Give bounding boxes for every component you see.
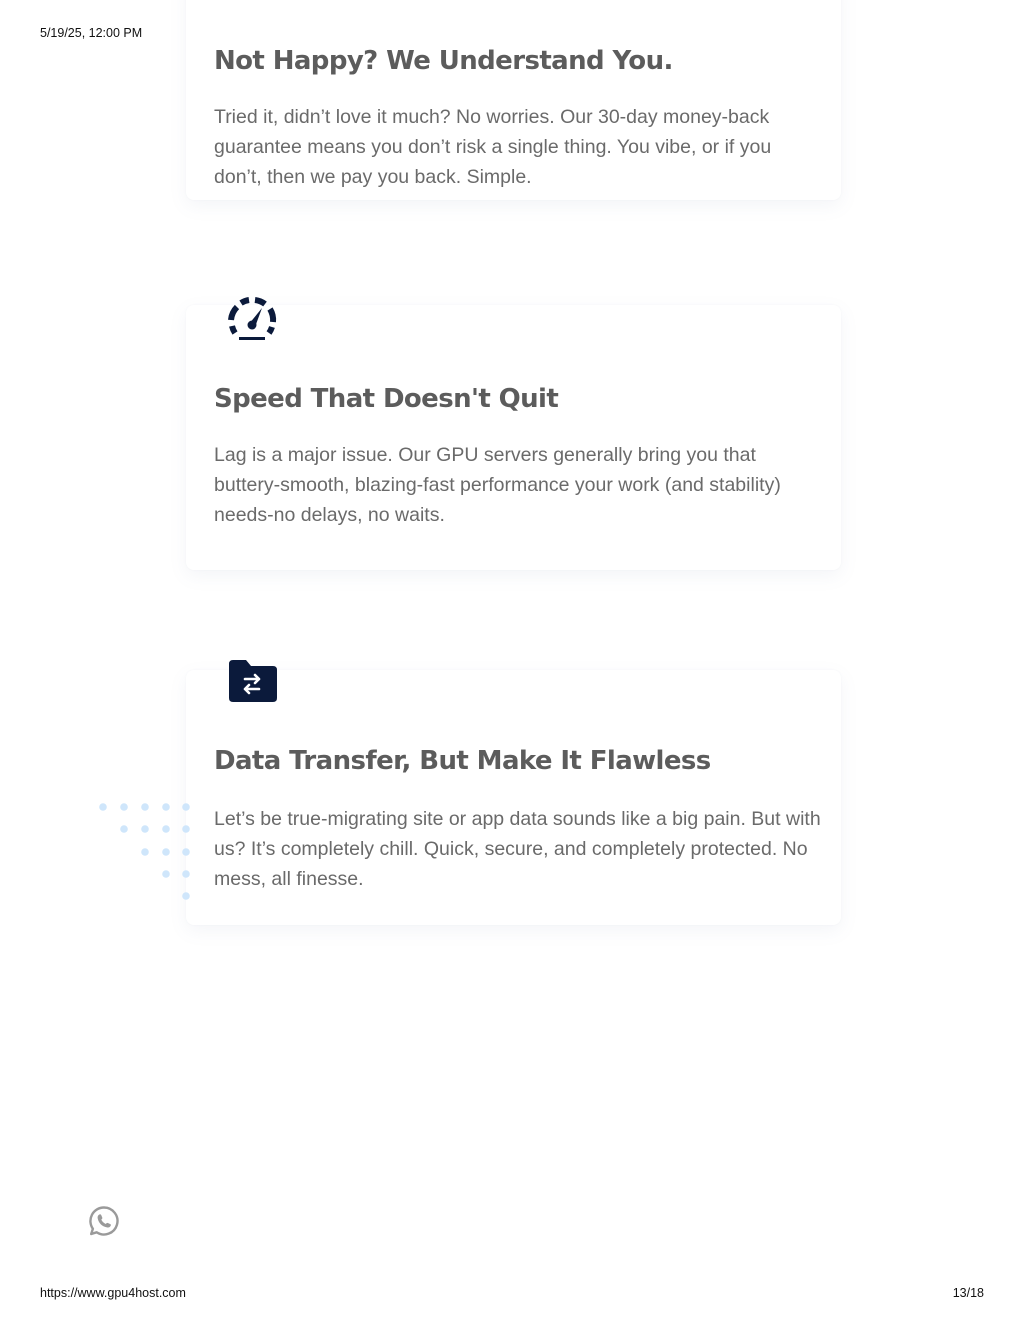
folder-transfer-icon: [226, 658, 278, 704]
feature-title: Speed That Doesn't Quit: [214, 384, 559, 414]
feature-title: Not Happy? We Understand You.: [214, 46, 673, 76]
feature-card-speed: [186, 305, 841, 570]
print-page-number: 13/18: [952, 1286, 984, 1300]
speedometer-icon: [226, 296, 278, 342]
print-footer: [0, 1286, 1024, 1302]
print-datetime: 5/19/25, 12:00 PM: [40, 26, 143, 40]
decorative-dot-pattern: [96, 800, 196, 904]
print-url[interactable]: https://www.gpu4host.com: [40, 1286, 186, 1300]
feature-text: Lag is a major issue. Our GPU servers generally bring you that buttery-smooth, blazing-fast performance your work (and stability) needs-no delays, no waits.: [214, 444, 781, 526]
feature-text: Tried it, didn’t love it much? No worries. Our 30-day money-back guarantee means you don’t risk a single thing. You vibe, or if you don’t, then we pay you back. Simple.: [214, 106, 772, 188]
feature-title: Data Transfer, But Make It Flawless: [214, 746, 711, 776]
whatsapp-button[interactable]: [88, 1205, 120, 1237]
whatsapp-icon: [88, 1205, 120, 1237]
feature-text: Let’s be true-migrating site or app data sounds like a big pain. But with us? It’s completely chill. Quick, secure, and completely protected. No mess, all finesse.: [214, 808, 821, 890]
